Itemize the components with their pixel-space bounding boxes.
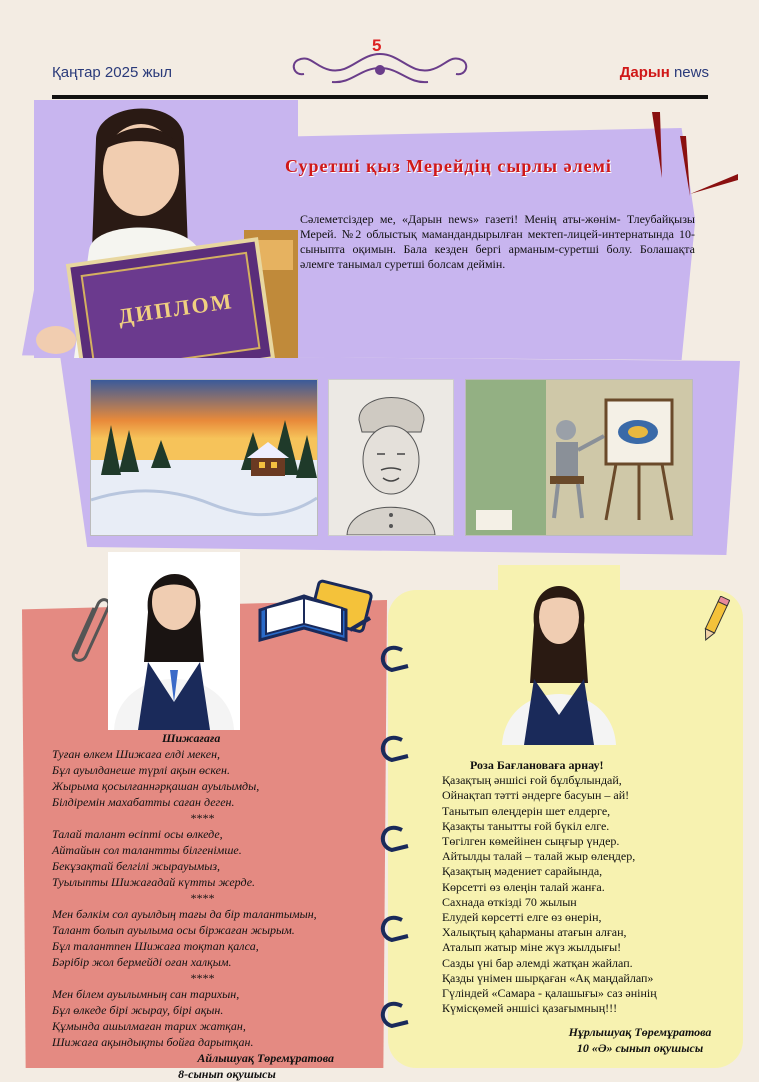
poem-line: Талай талант өсіпті осы өлкеде,	[52, 827, 223, 841]
poem-right-class: 10 «Ә» сынып оқушысы	[576, 1041, 704, 1055]
brush-strokes-icon	[650, 108, 740, 198]
poem-line: Қазақтың әншісі ғой бұлбұлындай,	[442, 773, 622, 788]
poem-line: Айтылды талай – талай жыр өлеңдер,	[442, 849, 636, 864]
poem-line: Шижаға ақындықты бойға дарытқан.	[52, 1035, 254, 1049]
issue-date: Қаңтар 2025 жыл	[52, 64, 173, 81]
poem-line: Бәрібір жол бермейді оған халқым.	[52, 955, 232, 969]
student-photo-left	[108, 552, 240, 730]
notebook-rings-icon	[372, 636, 412, 1046]
poem-line: Мен білем ауылымның сан тарихын,	[52, 987, 240, 1001]
poem-line: Күмісқөмей әншісі қазағымның!!!	[442, 1001, 618, 1016]
poem-line: Туылыпты Шижағадай күтты жерде.	[52, 875, 256, 889]
brand-suffix: news	[673, 64, 709, 81]
poem-line: Төгілген көмейінен сыңғыр үндер.	[442, 834, 620, 849]
stanza-separator: ****	[190, 891, 214, 905]
page-number: 5	[372, 36, 382, 55]
feature-title: Суретші қыз Мерейдің сырлы әлемі	[285, 156, 612, 176]
poem-line: Жырыма қосылғаннәрқашан ауылымды,	[52, 779, 260, 793]
poem-line: Халықтың қаһарманы атағын алған,	[442, 925, 627, 940]
artwork-portrait-sketch	[328, 379, 454, 536]
poem-line: Айтайын сол талантты білгенімше.	[52, 843, 242, 857]
poem-line: Қазақты танытты ғой бүкіл елге.	[442, 818, 610, 833]
poem-line: Елудей көрсетті елге өз өнерін,	[442, 910, 602, 925]
stanza-separator: ****	[190, 971, 214, 985]
poem-left	[52, 730, 352, 1082]
poem-line: Бұл ауылданеше түрлі ақын өскен.	[52, 763, 230, 777]
poem-line: Қазақтың мәдениет сарайында,	[442, 864, 603, 879]
artwork-winter-landscape	[90, 379, 318, 536]
poem-line: Құмында ашылмаған тарих жатқан,	[52, 1019, 246, 1033]
poem-line: Талант болып ауылыма осы біржаған жырым.	[52, 923, 295, 937]
diploma-label: ДИПЛОМ	[116, 288, 235, 329]
feature-intro: Сәлеметсіздер ме, «Дарын news» газеті! Менің аты-жөнім- Тлеубайқызы Мерей. №2 облыстық мамандандырылған мектеп-лицей-интернатында 10-сыныпта оқимын. Бала кезден бергі арманым-суретші болу. Болашақта әлемге танымал суретші болсам деймін.	[300, 212, 695, 271]
paperclip-icon	[62, 594, 112, 664]
poem-line: Сахнада өткізді 70 жылын	[442, 894, 577, 909]
poem-line: Туған өлкем Шижаға елді мекен,	[52, 747, 221, 761]
poem-right-title: Роза Бағлановаға арнау!	[470, 758, 604, 772]
poem-line: Бұл талантпен Шижаға тоқтап қалса,	[52, 939, 259, 953]
artwork-robot-painter	[465, 379, 693, 536]
poem-line: Танытып өлеңдерін шет елдерге,	[442, 803, 611, 818]
poem-right-byline	[560, 1024, 720, 1056]
poem-left-title: Шижағаға	[162, 731, 221, 745]
poem-line: Білдіремін махабатты саған деген.	[52, 795, 235, 809]
poem-line: Көрсетті өз өлеңін талай жанға.	[442, 879, 605, 894]
stanza-separator: ****	[190, 811, 214, 825]
poem-line: Ойнақтап тәтті әндерге басуын – ай!	[442, 788, 630, 803]
pencil-icon	[700, 596, 730, 644]
poem-line: Бұл өлкеде бірі жырау, бірі ақын.	[52, 1003, 224, 1017]
brand-name: Дарын	[619, 64, 670, 81]
poem-right	[442, 758, 732, 1016]
poem-line: Аталып жатыр міне жүз жылдығы!	[442, 940, 622, 955]
poem-line: Мен бәлкім сол ауылдың тағы да бір талантымын,	[52, 907, 317, 921]
books-icon	[254, 578, 374, 648]
poem-left-author: Айлышуақ Төремұратова	[197, 1051, 334, 1065]
poem-left-class: 8-сынып оқушысы	[178, 1067, 276, 1081]
poem-line: Гүліндей «Самара - қалашығы» саз әнінің	[442, 986, 657, 1001]
header-divider	[52, 95, 708, 99]
poem-line: Қазды үнімен шырқаған «Ақ маңдайлап»	[442, 970, 654, 985]
student-photo-right	[498, 565, 620, 745]
brand-logo	[620, 64, 709, 81]
poem-line: Бекұзақтай белгілі жырауымыз,	[52, 859, 221, 873]
poem-line: Сазды үні бар әлемді жатқан жайлап.	[442, 955, 633, 970]
poem-right-author: Нұрлышуақ Төремұратова	[568, 1025, 712, 1039]
